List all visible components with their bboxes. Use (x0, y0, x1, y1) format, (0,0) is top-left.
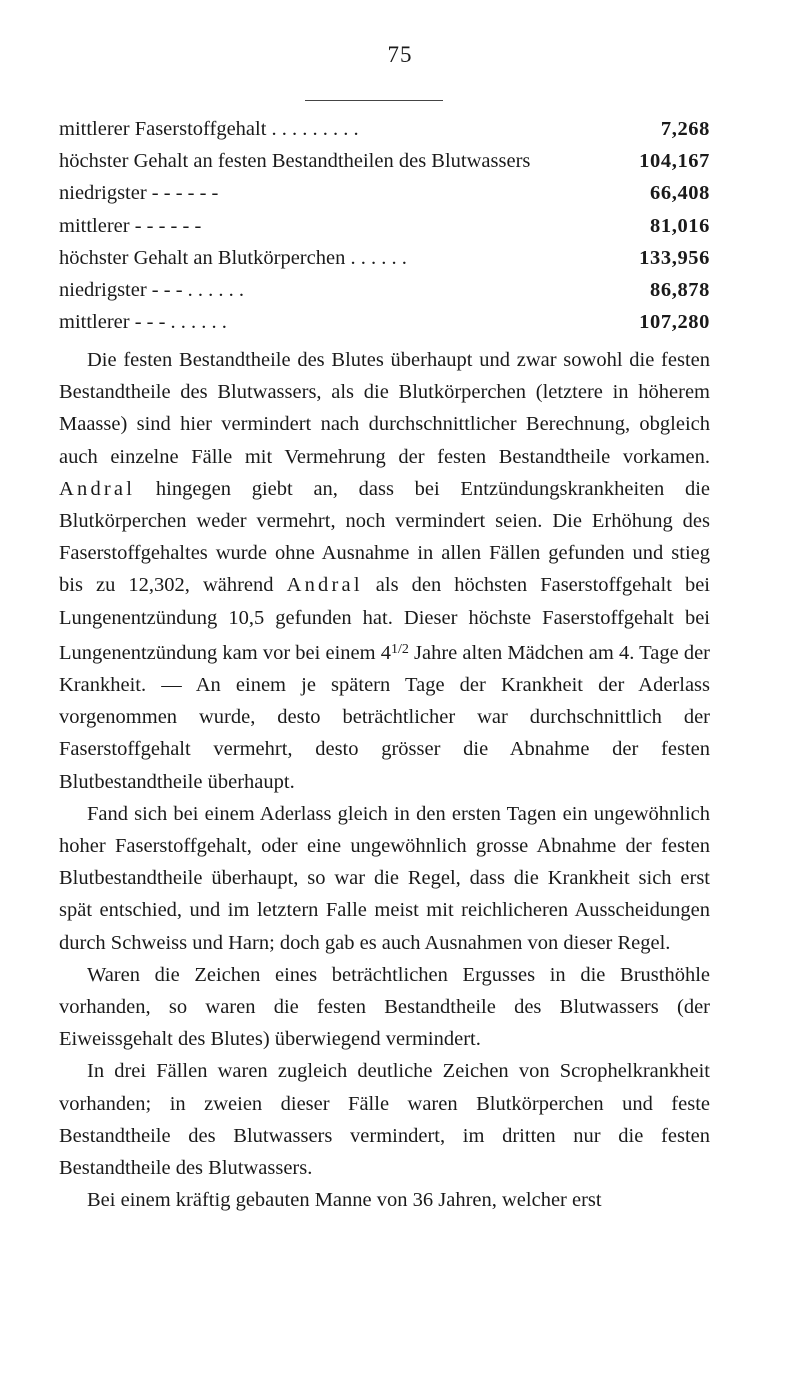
stat-row (59, 150, 710, 182)
stat-label: niedrigster - - - - - - (59, 182, 219, 205)
stat-label: mittlerer Faserstoffgehalt . . . . . . . . . (59, 118, 359, 140)
stat-value: 133,956 (639, 246, 710, 269)
paragraph-erguss: Waren die Zeichen eines beträchtlichen Ergusses in die Brusthöhle vorhanden, so waren die festen Bestandtheile des Blutwassers (der Eiweissgehalt des Blutes) überwiegend vermindert. (59, 963, 710, 1051)
author-name: Andral (59, 477, 136, 500)
stat-row (59, 118, 710, 150)
stat-value: 81,016 (650, 214, 710, 237)
stat-row (59, 247, 710, 279)
paragraph-text: Jahre alten Mädchen am 4. Tage der Krankheit. — An einem je spätern Tage der Krankheit der Aderlass vorgenommen wurde, desto beträchtlicher war durchschnittlich der Faserstoffgehalt vermehrt, desto grösser die Abnahme der festen Blutbestandtheile überhaupt. (59, 641, 710, 793)
stat-label: niedrigster - - - . . . . . . (59, 278, 245, 301)
stat-value: 7,268 (660, 118, 710, 140)
paragraph-scrophel: In drei Fällen waren zugleich deutliche Zeichen von Scrophelkrankheit vorhanden; in zweien dieser Fälle waren Blutkörperchen und feste Bestandtheile des Blutwassers vermindert, im dritten nur die festen Bestandtheile des Blutwassers. (59, 1060, 710, 1180)
stat-row (59, 279, 710, 311)
stat-row (59, 311, 710, 343)
stat-value: 66,408 (650, 182, 710, 205)
paragraph-text: hingegen giebt an, dass bei Entzündungskrankheiten die Blutkörperchen weder vermehrt, noch vermindert seien. Die Erhöhung des Faserstoffgehaltes wurde ohne Ausnahme in allen Fällen gefunden und stieg bis zu 12,302, während (59, 477, 711, 597)
paragraph-aderlass: Fand sich bei einem Aderlass gleich in den ersten Tagen ein ungewöhnlich hoher Faserstoffgehalt, oder eine ungewöhnlich grosse Abnahme der festen Blutbestandtheile überhaupt, so war die Regel, dass die Krankheit sich erst spät entschied, und im letztern Falle meist mit reichlicheren Ausscheidungen durch Schweiss und Harn; doch gab es auch Ausnahmen von dieser Regel. (59, 802, 710, 954)
statistics-table (59, 118, 710, 343)
stat-row (59, 182, 710, 214)
stat-label: höchster Gehalt an festen Bestandtheilen des Blutwassers (59, 150, 531, 173)
stat-value: 86,878 (650, 278, 710, 301)
stat-label: mittlerer - - - - - - (59, 214, 202, 237)
stat-value: 107,280 (639, 311, 710, 334)
body-text (59, 344, 710, 1216)
header-rule (305, 100, 443, 101)
paragraph-case: Bei einem kräftig gebauten Manne von 36 Jahren, welcher erst (87, 1189, 602, 1212)
page-number: 75 (387, 42, 413, 67)
stat-row (59, 215, 710, 247)
author-name: Andral (286, 574, 363, 597)
fraction: 1/2 (390, 641, 409, 657)
stat-label: höchster Gehalt an Blutkörperchen . . . . . . (59, 246, 407, 269)
paragraph-blood-solids (59, 344, 710, 798)
paragraph-text: Die festen Bestandtheile des Blutes überhaupt und zwar sowohl die festen Bestandtheile des Blutwassers, als die Blutkörperchen (letztere in höherem Maasse) sind hier vermindert nach durchschnittlicher Berechnung, obgleich auch einzelne Fälle mit Vermehrung der festen Bestandtheile vorkamen. (59, 349, 710, 468)
stat-label: mittlerer - - - . . . . . . (59, 311, 227, 334)
stat-value: 104,167 (639, 150, 710, 173)
paragraph-text: als den höchsten Faserstoffgehalt bei Lungenentzündung 10,5 gefunden hat. Dieser höchste Faserstoffgehalt bei Lungenentzündung kam vor bei einem 4 (59, 574, 711, 664)
